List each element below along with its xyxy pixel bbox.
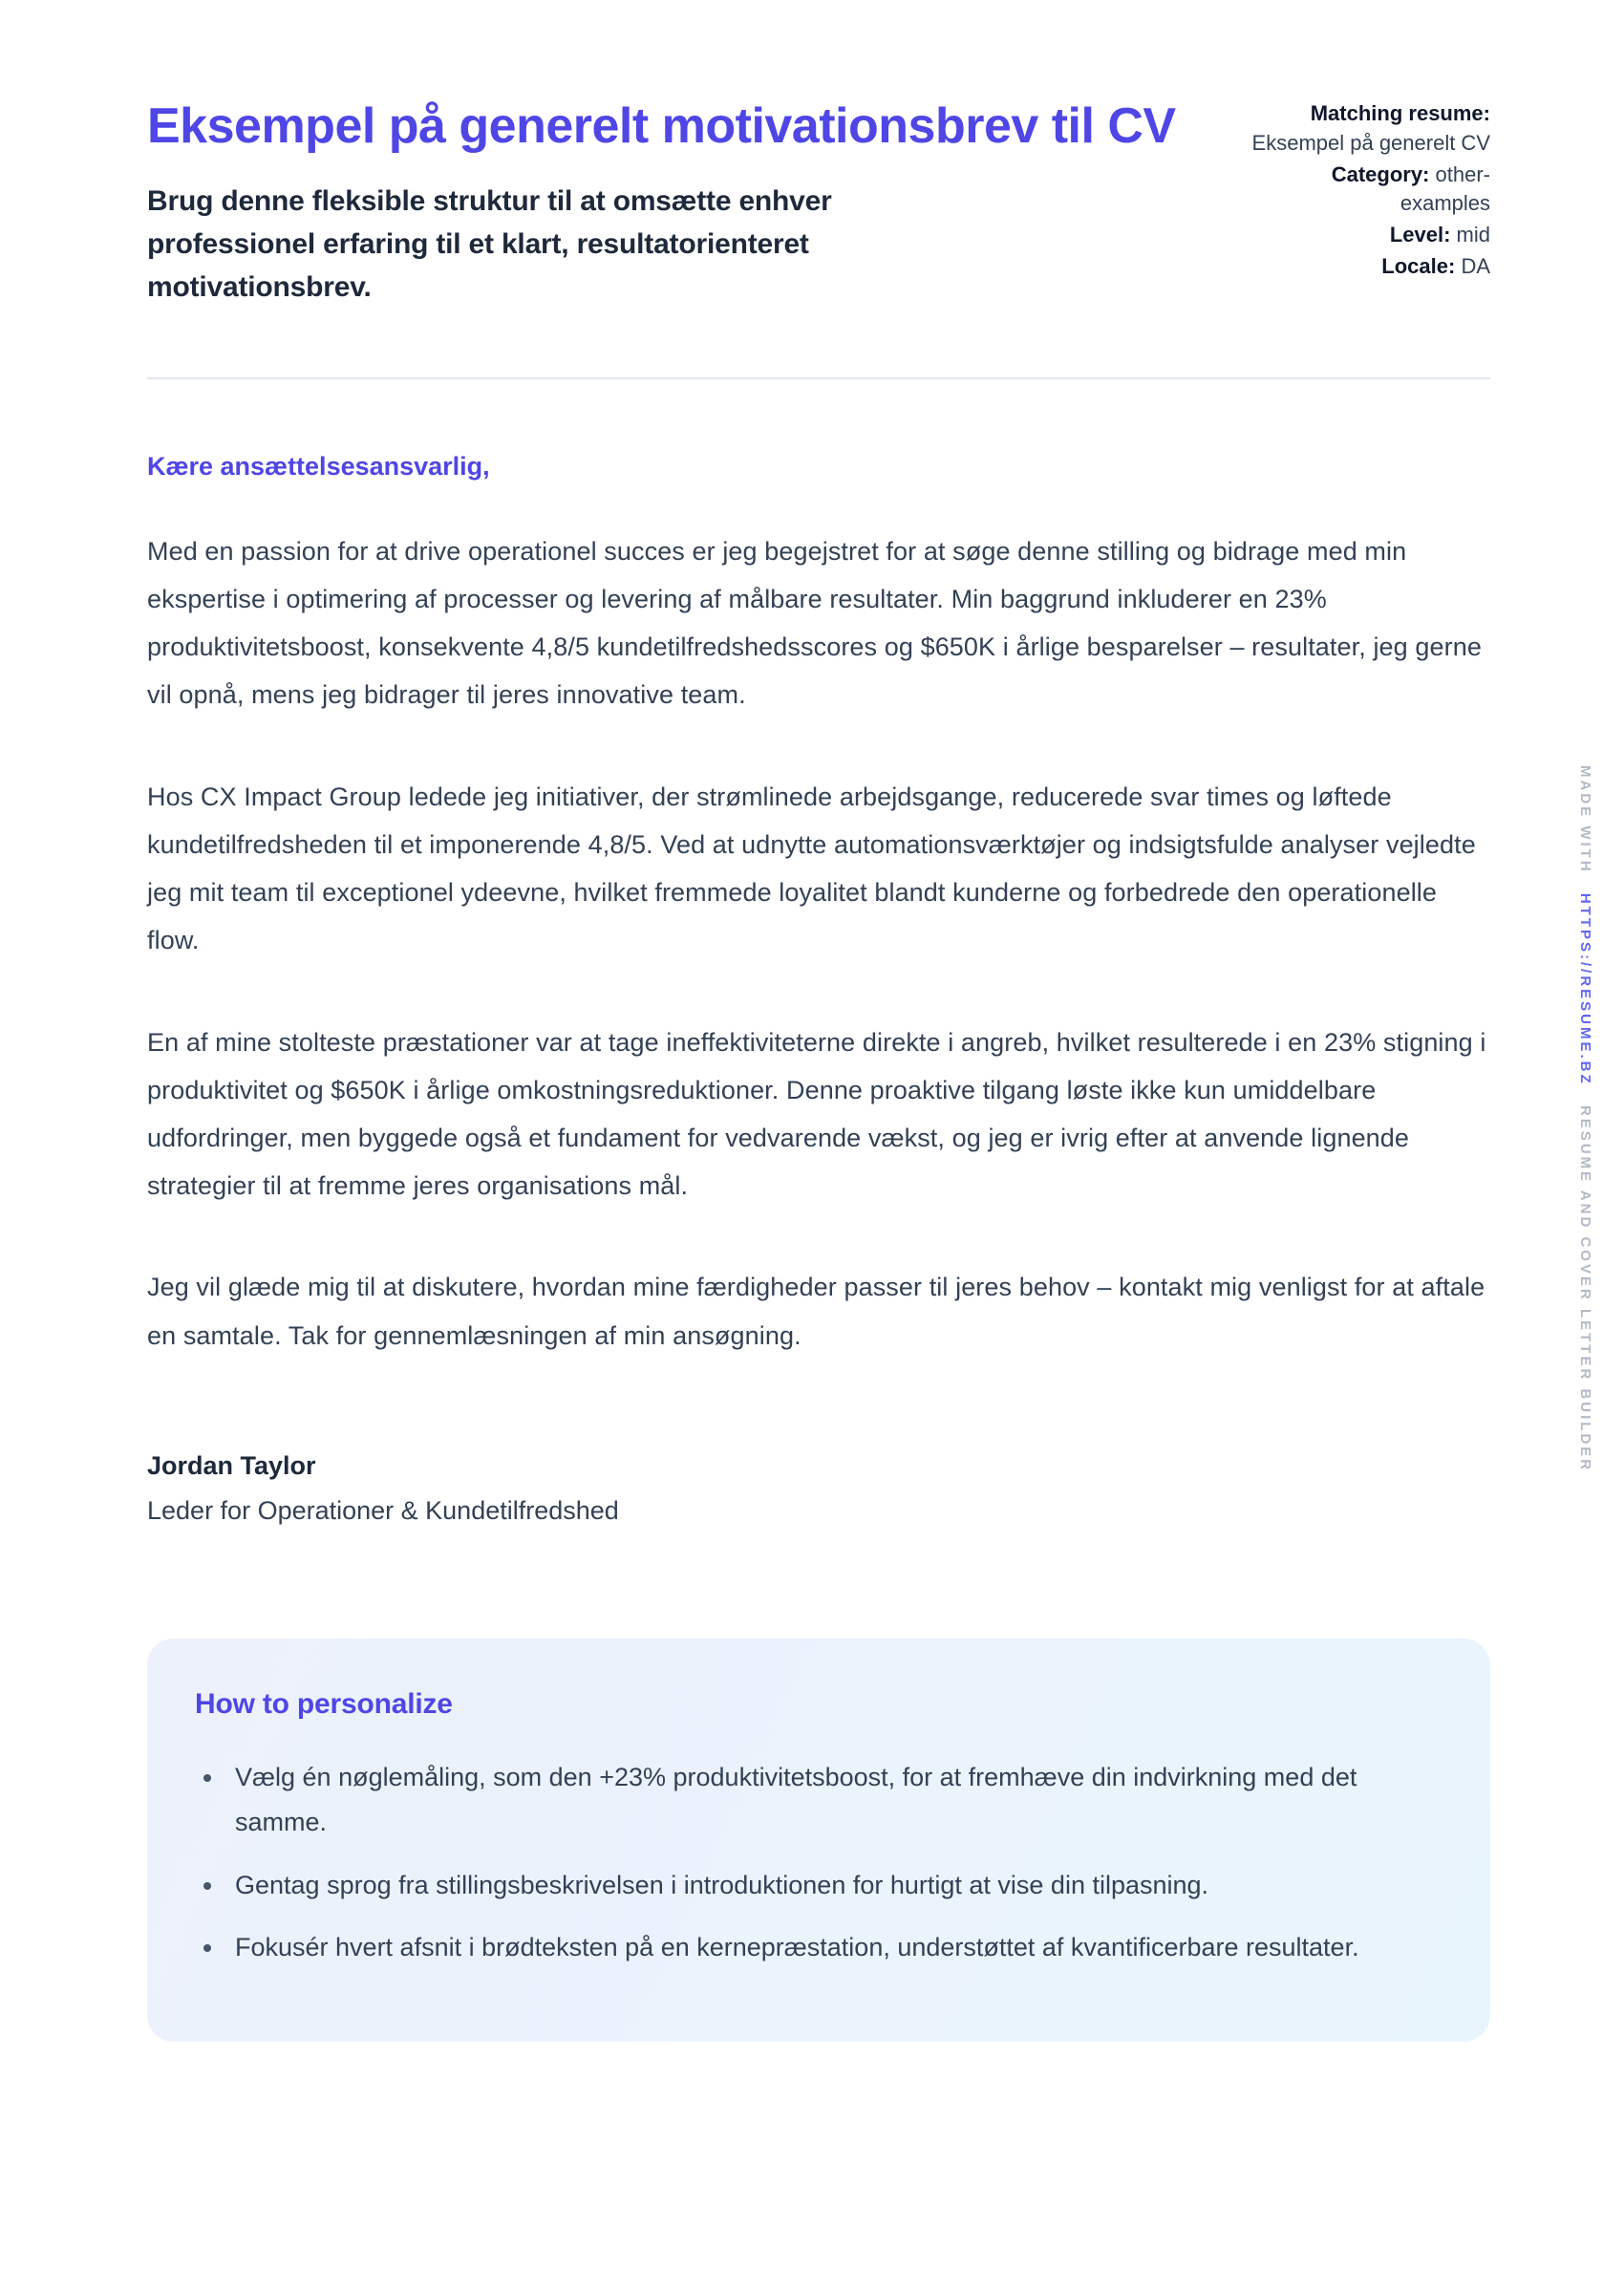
letter-greeting: Kære ansættelsesansvarlig,: [147, 451, 490, 481]
page-subtitle: Brug denne fleksible struktur til at omsætte enhver professionel erfaring til et klart, resultatorienteret motivationsbrev.: [147, 184, 832, 303]
personalize-tips-card: [147, 1639, 1490, 2042]
meta-category-label: Category:: [1331, 161, 1430, 186]
personalize-bullet-list: [195, 1755, 1442, 1971]
meta-locale-label: Locale:: [1381, 253, 1456, 278]
header-divider: [147, 377, 1490, 379]
meta-matching-value: Eksempel på generelt CV: [1251, 130, 1490, 155]
meta-category: [1250, 161, 1490, 220]
header: [147, 92, 1490, 309]
letter-body: [147, 452, 1490, 1526]
watermark-made-with-text: MADE WITH: [1577, 765, 1593, 874]
page-title: Eksempel på generelt motivationsbrev til CV: [147, 98, 1176, 154]
meta-category-value: other-examples: [1400, 161, 1490, 216]
personalize-bullet: • Gentag sprog fra stillingsbeskrivelsen i introduktionen for hurtigt at vise din tilpasning.: [225, 1863, 1442, 1909]
letter-paragraph: Jeg vil glæde mig til at diskutere, hvordan mine færdigheder passer til jeres behov – kontakt mig venligst for at aftale en samtale. Tak for gennemlæsningen af min ansøgning.: [147, 1273, 1485, 1350]
meta-level: [1250, 221, 1490, 250]
personalize-bullet: • Fokusér hvert afsnit i brødteksten på en kernepræstation, understøttet af kvantificerbare resultater.: [225, 1925, 1442, 1971]
signature-role: Leder for Operationer & Kundetilfredshed: [147, 1495, 619, 1525]
meta-locale: [1250, 252, 1490, 282]
header-text-block: [147, 92, 1176, 309]
letter-paragraph: Hos CX Impact Group ledede jeg initiativer, der strømlinede arbejdsgange, reducerede svar times og løftede kundetilfredsheden til et imponerende 4,8/5. Ved at udnytte automationsværktøjer og indsigtsfulde analyser vejledte jeg mit team til exceptionel ydeevne, hvilket fremmede loyalitet blandt kunderne og forbedrede den operationelle flow.: [147, 782, 1476, 955]
meta-level-label: Level:: [1389, 223, 1451, 247]
watermark-builder-text: RESUME AND COVER LETTER BUILDER: [1577, 1104, 1593, 1472]
personalize-bullet: • Vælg én nøglemåling, som den +23% produktivitetsboost, for at fremhæve din indvirkning med det samme.: [225, 1755, 1442, 1846]
meta-locale-value: DA: [1461, 253, 1490, 278]
meta-matching-label: Matching resume:: [1310, 101, 1490, 125]
resume-meta-panel: [1250, 92, 1490, 284]
made-with-watermark: [1577, 753, 1593, 1485]
letter-paragraph: Med en passion for at drive operationel succes er jeg begejstret for at søge denne stilling og bidrage med min ekspertise i optimering af processer og levering af målbare resultater. Min baggrund inkluderer en 23% produktivitetsboost, konsekvente 4,8/5 kundetilfredshedsscores og $650K i årlige besparelser – resultater, jeg gerne vil opnå, mens jeg bidrager til jeres innovative team.: [147, 536, 1482, 710]
meta-level-value: mid: [1456, 223, 1490, 247]
meta-matching-resume: [1250, 99, 1490, 159]
resume-bz-link[interactable]: HTTPS://RESUME.BZ: [1577, 892, 1593, 1086]
signature-name: Jordan Taylor: [147, 1450, 316, 1480]
personalize-heading: How to personalize: [195, 1687, 453, 1720]
letter-paragraph: En af mine stolteste præstationer var at tage ineffektiviteterne direkte i angreb, hvilket resulterede i en 23% stigning i produktivitet og $650K i årlige omkostningsreduktioner. Denne proaktive tilgang løste ikke kun umiddelbare udfordringer, men byggede også et fundament for vedvarende vækst, og jeg er ivrig efter at anvende lignende strategier til at fremme jeres organisations mål.: [147, 1027, 1486, 1201]
